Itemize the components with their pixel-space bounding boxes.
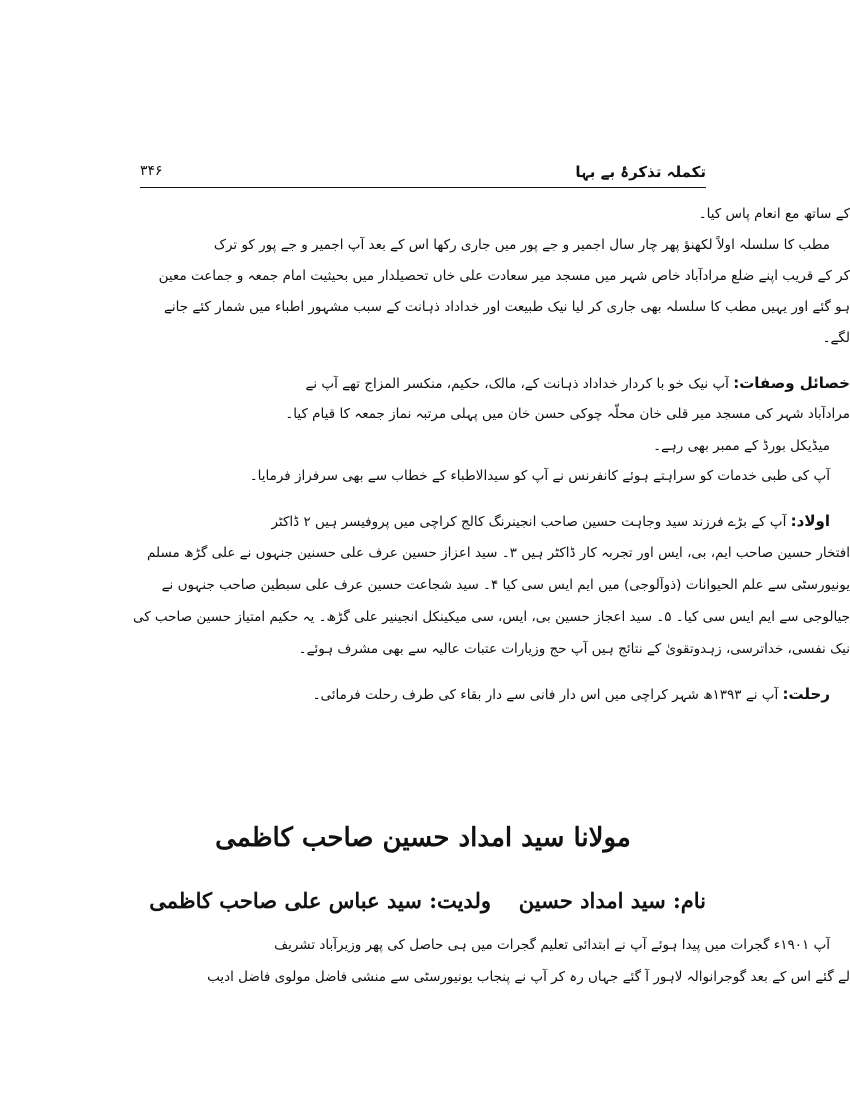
rehlat-line (284, 683, 830, 706)
rehlat-text: آپ نے ۱۳۹۳ھ شہر کراچی میں اس دار فانی سے دار بقاء کی طرف رحلت فرمائی۔ (312, 687, 779, 703)
aulad-line (271, 510, 830, 533)
text-line: کے ساتھ مع انعام پاس کیا۔ (698, 206, 850, 222)
aulad-text: آپ کے بڑے فرزند سید وجاہت حسین صاحب انجینرنگ کالج کراچی میں پروفیسر ہیں ۲ ڈاکٹر (271, 514, 787, 530)
text-line: نیک نفسی، خداترسی، زہدوتقویٰ کے نتائج ہیں آپ حج وزیارات عتبات عالیہ سے بھی مشرف ہوئے۔ (298, 641, 850, 657)
khasail-text: آپ نیک خو با کردار خداداد ذہانت کے، مالک، حکیم، منکسر المزاج تھے آپ نے (305, 376, 729, 392)
text-line: لے گئے اس کے بعد گوجرانوالہ لاہور آ گئے جہاں رہ کر آپ نے پنجاب یونیورسٹی سے منشی فاضل مولوی فاضل ادیب (207, 969, 850, 985)
text-line: جیالوجی سے ایم ایس سی کیا۔ ۵۔ سید اعجاز حسین بی، ایس، سی میکینکل انجینیر علی گڑھ۔ یہ حکیم امتیاز حسین صاحب کی (132, 609, 850, 625)
biography-title: مولانا سید امداد حسین صاحب کاظمی (215, 823, 631, 853)
text-line: کر کے قریب اپنے ضلع مرادآباد خاص شہر میں مسجد میر سعادت علی خاں تحصیلدار میں بحیثیت امام جمعہ و جماعت معین (158, 268, 850, 284)
text-line: میڈیکل بورڈ کے ممبر بھی رہے۔ (653, 438, 830, 454)
text-line: آپ کی طبی خدمات کو سراہتے ہوئے کانفرنس نے آپ کو سیدالاطباء کے خطاب سے بھی سرفراز فرمایا۔ (249, 468, 830, 484)
text-line: مرادآباد شہر کی مسجد میر قلی خان محلّہ چوکی حسن خان میں پہلی مرتبہ نماز جمعہ کا قیام کیا۔ (285, 406, 850, 422)
page-number: ۳۴۶ (140, 163, 163, 179)
person-name: نام: سید امداد حسین (518, 888, 706, 913)
text-line: ہو گئے اور یہیں مطب کا سلسلہ بھی جاری کر لیا نیک طبیعت اور خداداد ذہانت کے سبب مشہور اطباء میں شمار کئے جانے (164, 299, 850, 315)
text-line: مطب کا سلسلہ اولاً لکھنؤ پھر چار سال اجمیر و جے پور میں جاری رکھا اس کے بعد آپ اجمیر و جے پور کو ترک (213, 237, 830, 253)
header-rule (140, 187, 706, 188)
section-heading-rehlat: رحلت: (782, 685, 830, 703)
book-title: تکملہ تذکرۂ بے بہا (575, 163, 706, 181)
khasail-line (284, 372, 850, 395)
text-line: یونیورسٹی سے علم الحیوانات (ذوآلوجی) میں ایم ایس سی کیا ۴۔ سید شجاعت حسین عرف علی سبطین صاحب جنہوں نے (161, 577, 850, 593)
text-line: افتخار حسین صاحب ایم، بی، ایس اور تجربہ کار ڈاکٹر ہیں ۳۔ سید اعزاز حسین عرف علی حسنین جنہوں نے علی گڑھ مسلم (147, 545, 850, 561)
text-line: لگے۔ (822, 330, 850, 346)
section-heading-khasail: خصائل وصفات: (733, 374, 850, 392)
running-header (140, 163, 706, 187)
father-name: ولدیت: سید عباس علی صاحب کاظمی (149, 888, 491, 913)
text-line: آپ ۱۹۰۱ء گجرات میں پیدا ہوئے آپ نے ابتدائی تعلیم گجرات میں ہی حاصل کی پھر وزیرآباد تشریف (274, 937, 830, 953)
section-heading-aulad: اولاد: (790, 512, 830, 530)
